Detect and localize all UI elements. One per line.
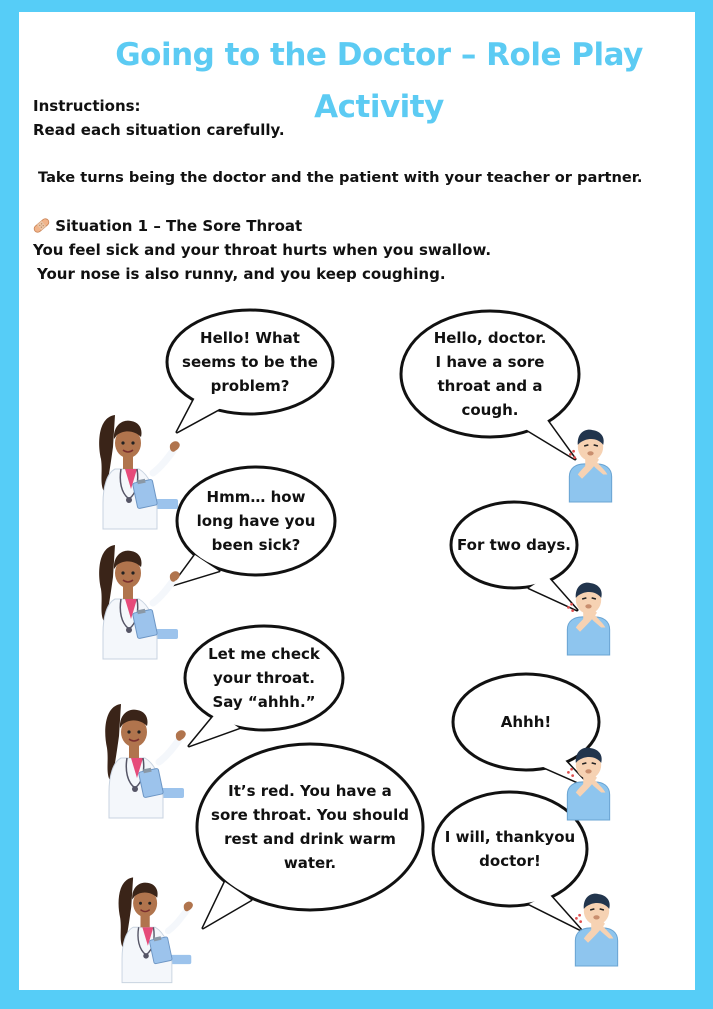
bubble-text-line: Let me check (208, 645, 320, 663)
bubble-text-line: I have a sore (435, 353, 545, 371)
bubble-text-line: seems to be the (182, 353, 318, 371)
doctor-speech-bubble-1 (165, 308, 335, 416)
patient-figure-4 (569, 892, 624, 970)
worksheet-page (19, 12, 695, 990)
situation-line-1: You feel sick and your throat hurts when you swallow. (33, 241, 492, 259)
instructions-heading: Instructions: (33, 97, 141, 115)
doctor-line-text (195, 742, 425, 912)
patient-line-text (399, 309, 581, 439)
bubble-text-line: cough. (461, 401, 519, 419)
bubble-text-line: long have you (196, 512, 316, 530)
doctor-figure-1 (95, 407, 190, 541)
patient-line-text (449, 500, 579, 590)
bubble-text-line: For two days. (457, 536, 571, 554)
bubble-text-line: your throat. (213, 669, 315, 687)
instructions-line-2: Take turns being the doctor and the patient with your teacher or partner. (38, 169, 643, 186)
bubble-text-line: doctor! (479, 852, 541, 870)
doctor-line-text (183, 624, 345, 732)
doctor-line-text (165, 308, 335, 416)
page-title-line-1: Going to the Doctor – Role Play (115, 37, 643, 73)
bubble-text-line: Say “ahhh.” (212, 693, 316, 711)
bubble-text-line: Hello! What (200, 329, 300, 347)
situation-line-2: Your nose is also runny, and you keep coughing. (37, 265, 446, 283)
bubble-text-line: throat and a (437, 377, 543, 395)
bubble-text-line: been sick? (211, 536, 301, 554)
doctor-speech-bubble-3 (183, 624, 345, 732)
doctor-speech-bubble-4 (195, 742, 425, 912)
instructions-line-1: Read each situation carefully. (33, 121, 285, 139)
bandage-icon (33, 218, 50, 233)
bubble-text-line: Hello, doctor. (433, 329, 547, 347)
patient-figure-3 (561, 746, 616, 824)
bubble-text-line: It’s red. You have a (228, 782, 392, 800)
bubble-text-line: Hmm… how (206, 488, 306, 506)
patient-figure-2 (561, 581, 616, 659)
bubble-text-line: water. (283, 854, 337, 872)
patient-figure-1 (563, 428, 618, 506)
bubble-text-line: I will, thankyou (444, 828, 576, 846)
page-title-line-2: Activity (314, 89, 444, 125)
doctor-figure-3 (101, 696, 196, 830)
bubble-text-line: sore throat. You should (211, 806, 409, 824)
bubble-text-line: problem? (210, 377, 290, 395)
patient-speech-bubble-1 (399, 309, 581, 439)
doctor-figure-4 (111, 870, 206, 994)
doctor-line-text (175, 465, 337, 577)
bubble-text-line: rest and drink warm (224, 830, 396, 848)
situation-title: Situation 1 – The Sore Throat (55, 217, 303, 235)
doctor-speech-bubble-2 (175, 465, 337, 577)
doctor-figure-2 (95, 537, 190, 671)
patient-speech-bubble-2 (449, 500, 579, 590)
situation-heading (33, 218, 302, 234)
bubble-text-line: Ahhh! (500, 713, 552, 731)
